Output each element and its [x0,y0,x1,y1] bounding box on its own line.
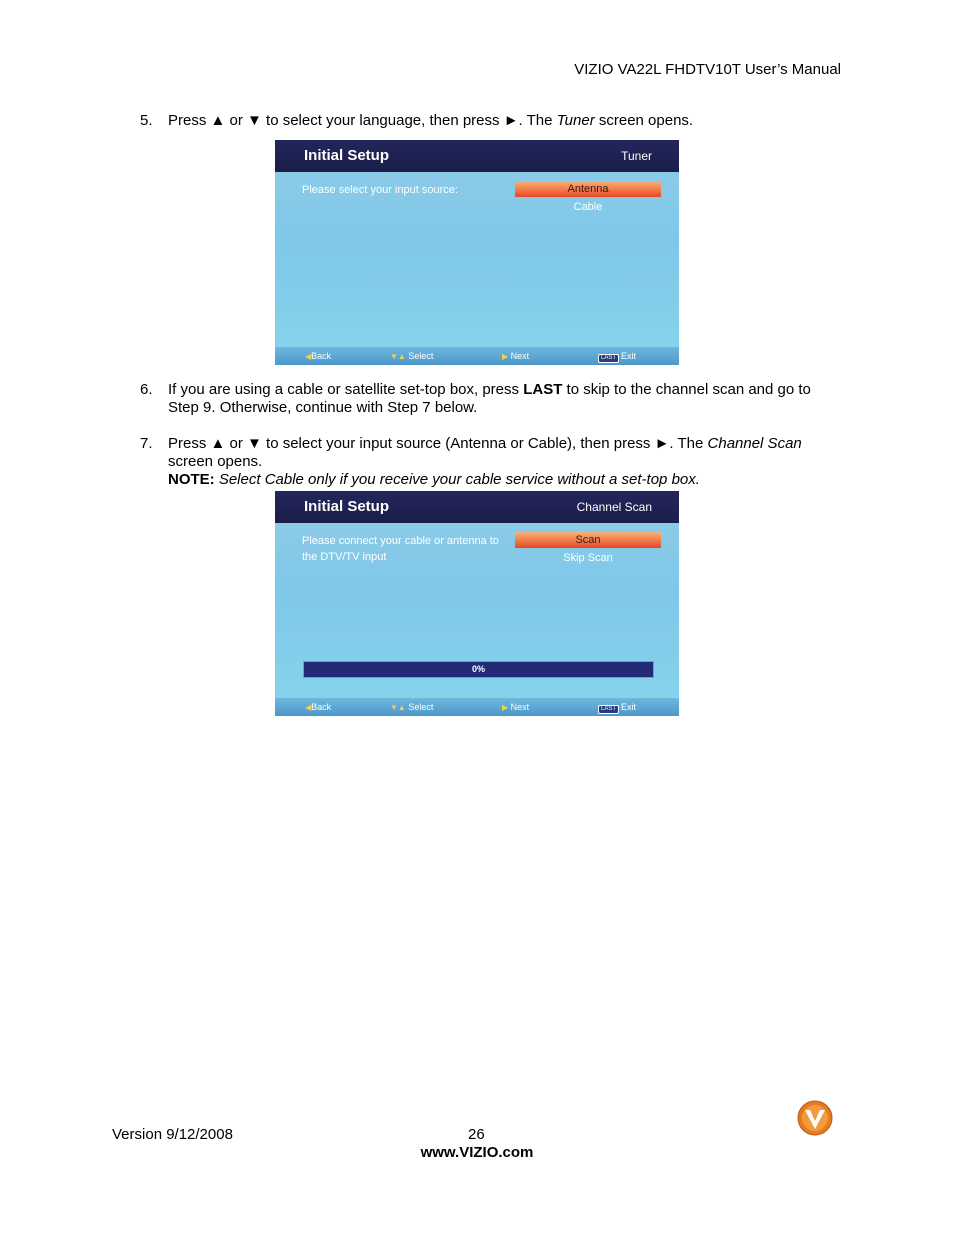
channel-scan-screen [275,491,679,716]
last-key-icon: LAST [598,354,619,363]
footer-exit: LAST Exit [598,349,636,363]
footer-back: ◀Back [305,702,332,712]
version-label: Version 9/12/2008 [112,1126,233,1143]
note-label: NOTE: [168,471,215,488]
next-arrow-icon: ▶ [502,703,509,712]
step-text: Press ▲ or ▼ to select your input source (Antenna or Cable), then press ►. The Channel Scan screen opens. NOTE: Select Cable only if you receive your cable service without a set-top box. [168,435,802,488]
scan-progress-bar: 0% [303,661,654,678]
option-cable[interactable]: Cable [573,201,603,213]
screen-title-bar [275,491,679,523]
step-number: 6. [140,381,153,398]
footer-next: ▶ Next [502,351,530,361]
back-arrow-icon: ◀ [305,703,312,712]
step-number: 5. [140,112,153,129]
step-text: If you are using a cable or satellite set-top box, press LAST to skip to the channel scan and go to Step 9. Otherwise, continue with Step 7 below. [168,381,811,416]
screen-title: Initial Setup [304,147,390,164]
website-url: www.VIZIO.com [420,1144,534,1161]
up-down-arrows-icon: ▼▲ [390,703,406,712]
screen-prompt: Please connect your cable or antenna to the DTV/TV input [302,535,499,563]
step-text: Press ▲ or ▼ to select your language, then press ►. The Tuner screen opens. [168,112,694,129]
footer-next: ▶ Next [502,702,530,712]
option-skip-scan[interactable]: Skip Scan [563,552,613,564]
vizio-logo-icon [797,1100,833,1136]
footer-select: ▼▲ Select [390,351,434,361]
up-down-arrows-icon: ▼▲ [390,352,406,361]
next-arrow-icon: ▶ [502,352,509,361]
screen-prompt: Please select your input source: [302,184,458,196]
screen-footer [275,347,679,365]
last-key-icon: LAST [598,705,619,714]
footer-exit: LAST Exit [598,700,636,714]
footer-back: ◀Back [305,351,332,361]
manual-title: VIZIO VA22L FHDTV10T User’s Manual [574,61,841,78]
note-text: Select Cable only if you receive your cable service without a set-top box. [214,471,700,488]
screen-footer [275,698,679,716]
screen-tag: Channel Scan [576,500,652,514]
tuner-screen [275,140,679,365]
footer-select: ▼▲ Select [390,702,434,712]
back-arrow-icon: ◀ [305,352,312,361]
option-antenna[interactable]: Antenna [515,181,661,197]
screen-title-bar [275,140,679,172]
step-number: 7. [140,435,153,452]
screen-title: Initial Setup [304,498,390,515]
screen-tag: Tuner [621,149,652,163]
page-number: 26 [468,1126,485,1143]
option-scan[interactable]: Scan [515,532,661,548]
